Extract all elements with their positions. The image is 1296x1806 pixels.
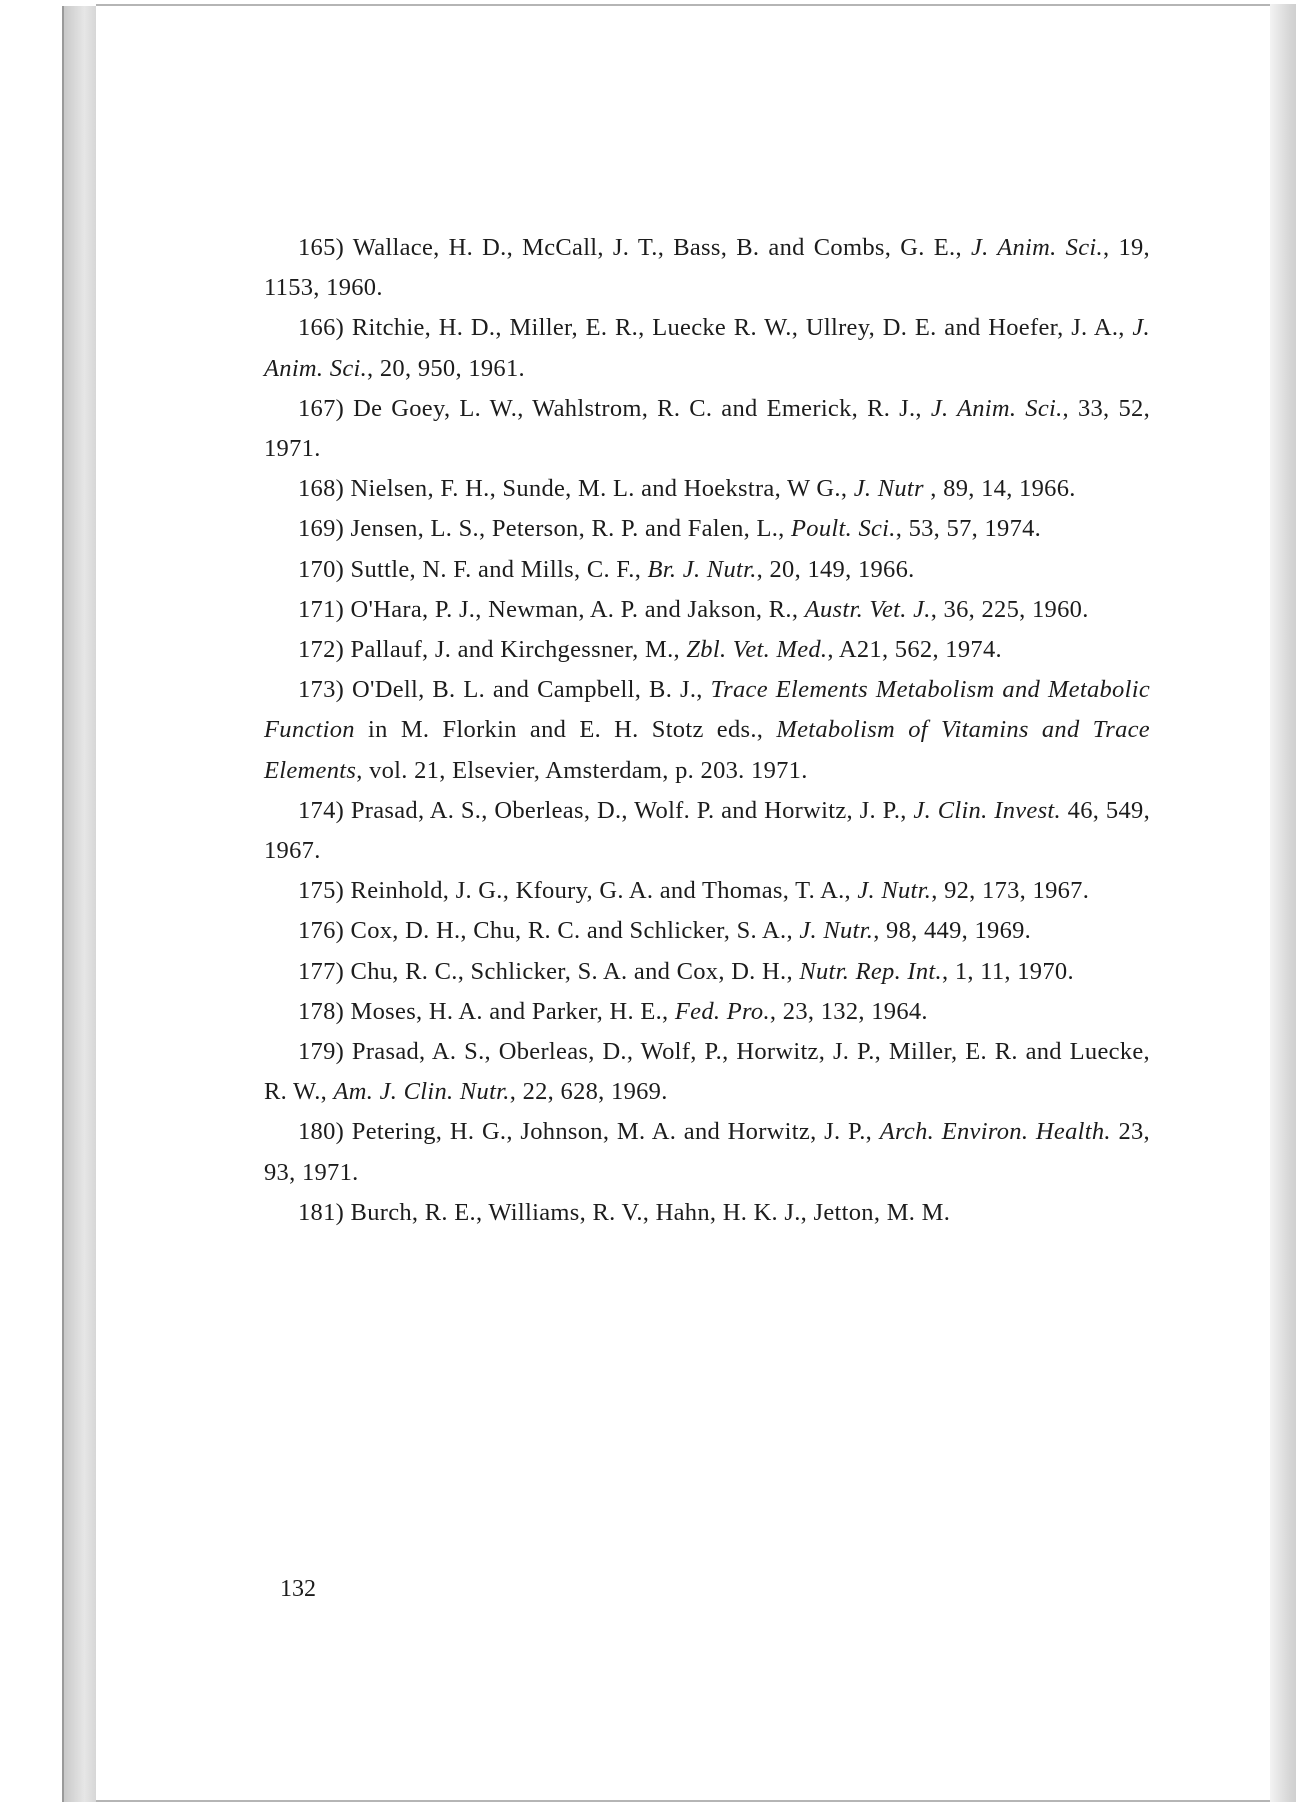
reference-journal: Am. J. Clin. Nutr. <box>333 1078 510 1106</box>
reference-169 <box>264 509 1150 549</box>
reference-number: 180) <box>298 1118 345 1146</box>
reference-168 <box>264 469 1150 509</box>
reference-authors: Ritchie, H. D., Miller, E. R., Luecke R. W., Ullrey, D. E. and Hoefer, J. A., <box>351 314 1133 342</box>
reference-authors: Pallauf, J. and Kirchgessner, M., <box>350 636 687 664</box>
book-spine <box>62 6 98 1802</box>
reference-number: 175) <box>298 877 345 905</box>
reference-journal: Zbl. Vet. Med. <box>686 636 828 664</box>
reference-journal: Fed. Pro. <box>674 997 770 1025</box>
reference-details: , 89, 14, 1966. <box>923 475 1076 503</box>
reference-authors: Prasad, A. S., Oberleas, D., Wolf. P. and Horwitz, J. P., <box>350 796 914 824</box>
reference-authors: O'Hara, P. J., Newman, A. P. and Jakson, R., <box>350 595 805 623</box>
reference-authors: Petering, H. G., Johnson, M. A. and Horwitz, J. P., <box>351 1118 880 1146</box>
reference-173 <box>264 670 1150 791</box>
reference-journal: J. Anim. Sci. <box>970 234 1103 261</box>
reference-details: in M. Florkin and E. H. Stotz eds., <box>354 716 777 744</box>
reference-journal: J. Clin. Invest. <box>913 796 1061 824</box>
reference-journal: J. Anim. Sci. <box>930 394 1063 422</box>
reference-number: 176) <box>298 917 345 945</box>
reference-number: 167) <box>298 394 345 422</box>
reference-174 <box>264 791 1150 871</box>
reference-176 <box>264 911 1150 951</box>
reference-authors: Moses, H. A. and Parker, H. E., <box>350 997 675 1025</box>
reference-165 <box>264 228 1150 308</box>
reference-details: 23, 93, 1971. <box>264 1118 1150 1186</box>
reference-number: 172) <box>298 636 345 664</box>
reference-authors: Burch, R. E., Williams, R. V., Hahn, H. K. J., Jetton, M. M. <box>350 1198 951 1226</box>
reference-180 <box>264 1112 1150 1192</box>
reference-details: , vol. 21, Elsevier, Amsterdam, p. 203. 1971. <box>356 756 808 784</box>
reference-167 <box>264 389 1150 469</box>
reference-details: , 1, 11, 1970. <box>941 957 1074 985</box>
reference-authors: Suttle, N. F. and Mills, C. F., <box>350 555 648 583</box>
reference-number: 171) <box>298 595 345 623</box>
reference-details: , 36, 225, 1960. <box>930 595 1089 623</box>
reference-details: , 22, 628, 1969. <box>509 1078 668 1106</box>
reference-details: , 23, 132, 1964. <box>769 997 928 1025</box>
reference-number: 173) <box>298 676 345 704</box>
reference-170 <box>264 550 1150 590</box>
reference-authors: De Goey, L. W., Wahlstrom, R. C. and Emerick, R. J., <box>353 394 931 422</box>
reference-number: 165) <box>298 234 345 261</box>
reference-journal: Br. J. Nutr. <box>647 555 757 583</box>
reference-authors: Wallace, H. D., McCall, J. T., Bass, B. and Combs, G. E., <box>352 234 971 261</box>
reference-journal: J. Nutr. <box>857 877 932 905</box>
reference-172 <box>264 630 1150 670</box>
reference-175 <box>264 871 1150 911</box>
reference-details: , 20, 950, 1961. <box>367 354 525 382</box>
reference-number: 178) <box>298 997 345 1025</box>
reference-authors: Nielsen, F. H., Sunde, M. L. and Hoekstra, W G., <box>350 475 854 503</box>
reference-179 <box>264 1032 1150 1112</box>
reference-177 <box>264 952 1150 992</box>
page-number: 132 <box>280 1576 316 1602</box>
page-edge <box>1270 4 1296 1802</box>
reference-journal: J. Nutr. <box>799 917 874 945</box>
reference-journal: Poult. Sci. <box>791 515 896 543</box>
reference-journal: Austr. Vet. J. <box>804 595 931 623</box>
reference-authors: O'Dell, B. L. and Campbell, B. J., <box>352 676 711 704</box>
reference-authors: Jensen, L. S., Peterson, R. P. and Falen, L., <box>350 515 792 543</box>
reference-number: 179) <box>298 1038 345 1066</box>
reference-number: 181) <box>298 1198 345 1226</box>
reference-journal: J. Anim. Sci. <box>264 314 1150 382</box>
reference-number: 166) <box>298 314 345 342</box>
reference-journal: Nutr. Rep. Int. <box>799 957 942 985</box>
reference-journal: Trace Elements Metabolism and Metabolic Function <box>264 676 1150 744</box>
reference-details: , 53, 57, 1974. <box>895 515 1042 543</box>
reference-details: , 92, 173, 1967. <box>931 877 1090 905</box>
reference-details: , 20, 149, 1966. <box>756 555 915 583</box>
reference-number: 170) <box>298 555 345 583</box>
reference-details: , 33, 52, 1971. <box>264 394 1151 463</box>
reference-details: , 19, 1153, 1960. <box>264 234 1150 302</box>
reference-details: , A21, 562, 1974. <box>827 636 1002 664</box>
reference-authors: Prasad, A. S., Oberleas, D., Wolf, P., Horwitz, J. P., Miller, E. R. and Luecke, R. W., <box>264 1038 1150 1106</box>
reference-details: 46, 549, 1967. <box>264 796 1150 865</box>
reference-178 <box>264 992 1150 1032</box>
reference-list <box>264 228 1150 1233</box>
reference-journal: Arch. Environ. Health. <box>879 1118 1111 1146</box>
reference-book-title: Metabolism of Vitamins and Trace Elements <box>264 716 1150 784</box>
reference-166 <box>264 308 1150 388</box>
reference-journal: J. Nutr <box>853 475 924 503</box>
reference-number: 169) <box>298 515 345 543</box>
reference-number: 177) <box>298 957 345 985</box>
reference-171 <box>264 590 1150 630</box>
reference-details: , 98, 449, 1969. <box>873 917 1032 945</box>
reference-181 <box>264 1193 1150 1233</box>
reference-authors: Chu, R. C., Schlicker, S. A. and Cox, D. H., <box>350 957 800 985</box>
reference-number: 168) <box>298 475 345 503</box>
reference-number: 174) <box>298 796 345 824</box>
reference-authors: Reinhold, J. G., Kfoury, G. A. and Thomas, T. A., <box>350 877 858 905</box>
reference-authors: Cox, D. H., Chu, R. C. and Schlicker, S. A., <box>350 917 800 945</box>
